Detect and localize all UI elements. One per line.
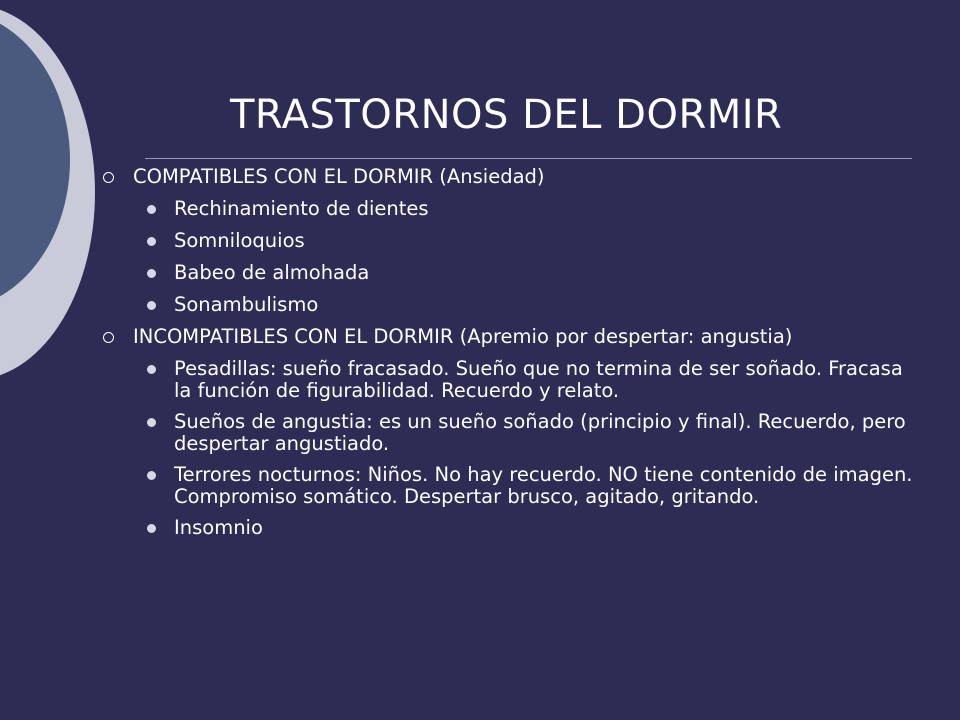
section-heading-text: INCOMPATIBLES CON EL DORMIR — [133, 325, 454, 348]
dot-bullet-icon — [147, 471, 156, 480]
list-item — [100, 294, 915, 316]
dot-bullet-icon — [147, 237, 156, 246]
list-item — [100, 262, 915, 284]
dot-bullet-icon — [147, 418, 156, 427]
section-heading-text: COMPATIBLES CON EL DORMIR — [133, 165, 434, 188]
dot-bullet-icon — [147, 365, 156, 374]
slide-content — [100, 166, 915, 548]
list-item-text: Somniloquios — [174, 229, 305, 252]
list-item-text: Babeo de almohada — [174, 261, 370, 284]
list-item-text: Sueños de angustia: es un sueño soñado (principio y final). Recuerdo, pero despertar angustiado. — [174, 410, 906, 455]
list-item-text: Sonambulismo — [174, 293, 319, 316]
slide-title: TRASTORNOS DEL DORMIR — [230, 92, 783, 138]
list-item-text: Terrores nocturnos: Niños. No hay recuerdo. NO tiene contenido de imagen. Compromiso somático. Despertar brusco, agitado, gritando. — [174, 463, 913, 508]
list-item — [100, 411, 915, 455]
list-item-text: Rechinamiento de dientes — [174, 197, 429, 220]
list-item — [100, 198, 915, 220]
section-heading-incompatibles — [100, 326, 915, 348]
dot-bullet-icon — [147, 269, 156, 278]
list-item — [100, 358, 915, 402]
list-item-text: Insomnio — [174, 516, 263, 539]
section-heading-compatibles — [100, 166, 915, 188]
list-item — [100, 230, 915, 252]
title-divider — [145, 158, 912, 159]
dot-bullet-icon — [147, 524, 156, 533]
section-subtitle-text: (Apremio por despertar: angustia) — [453, 325, 793, 348]
section-subtitle-text: (Ansiedad) — [433, 165, 545, 188]
list-item — [100, 517, 915, 539]
hollow-circle-bullet-icon — [103, 332, 114, 343]
hollow-circle-bullet-icon — [103, 172, 114, 183]
dot-bullet-icon — [147, 205, 156, 214]
list-item-text: Pesadillas: sueño fracasado. Sueño que no termina de ser soñado. Fracasa la función de figurabilidad. Recuerdo y relato. — [174, 357, 903, 402]
dot-bullet-icon — [147, 301, 156, 310]
list-item — [100, 464, 915, 508]
